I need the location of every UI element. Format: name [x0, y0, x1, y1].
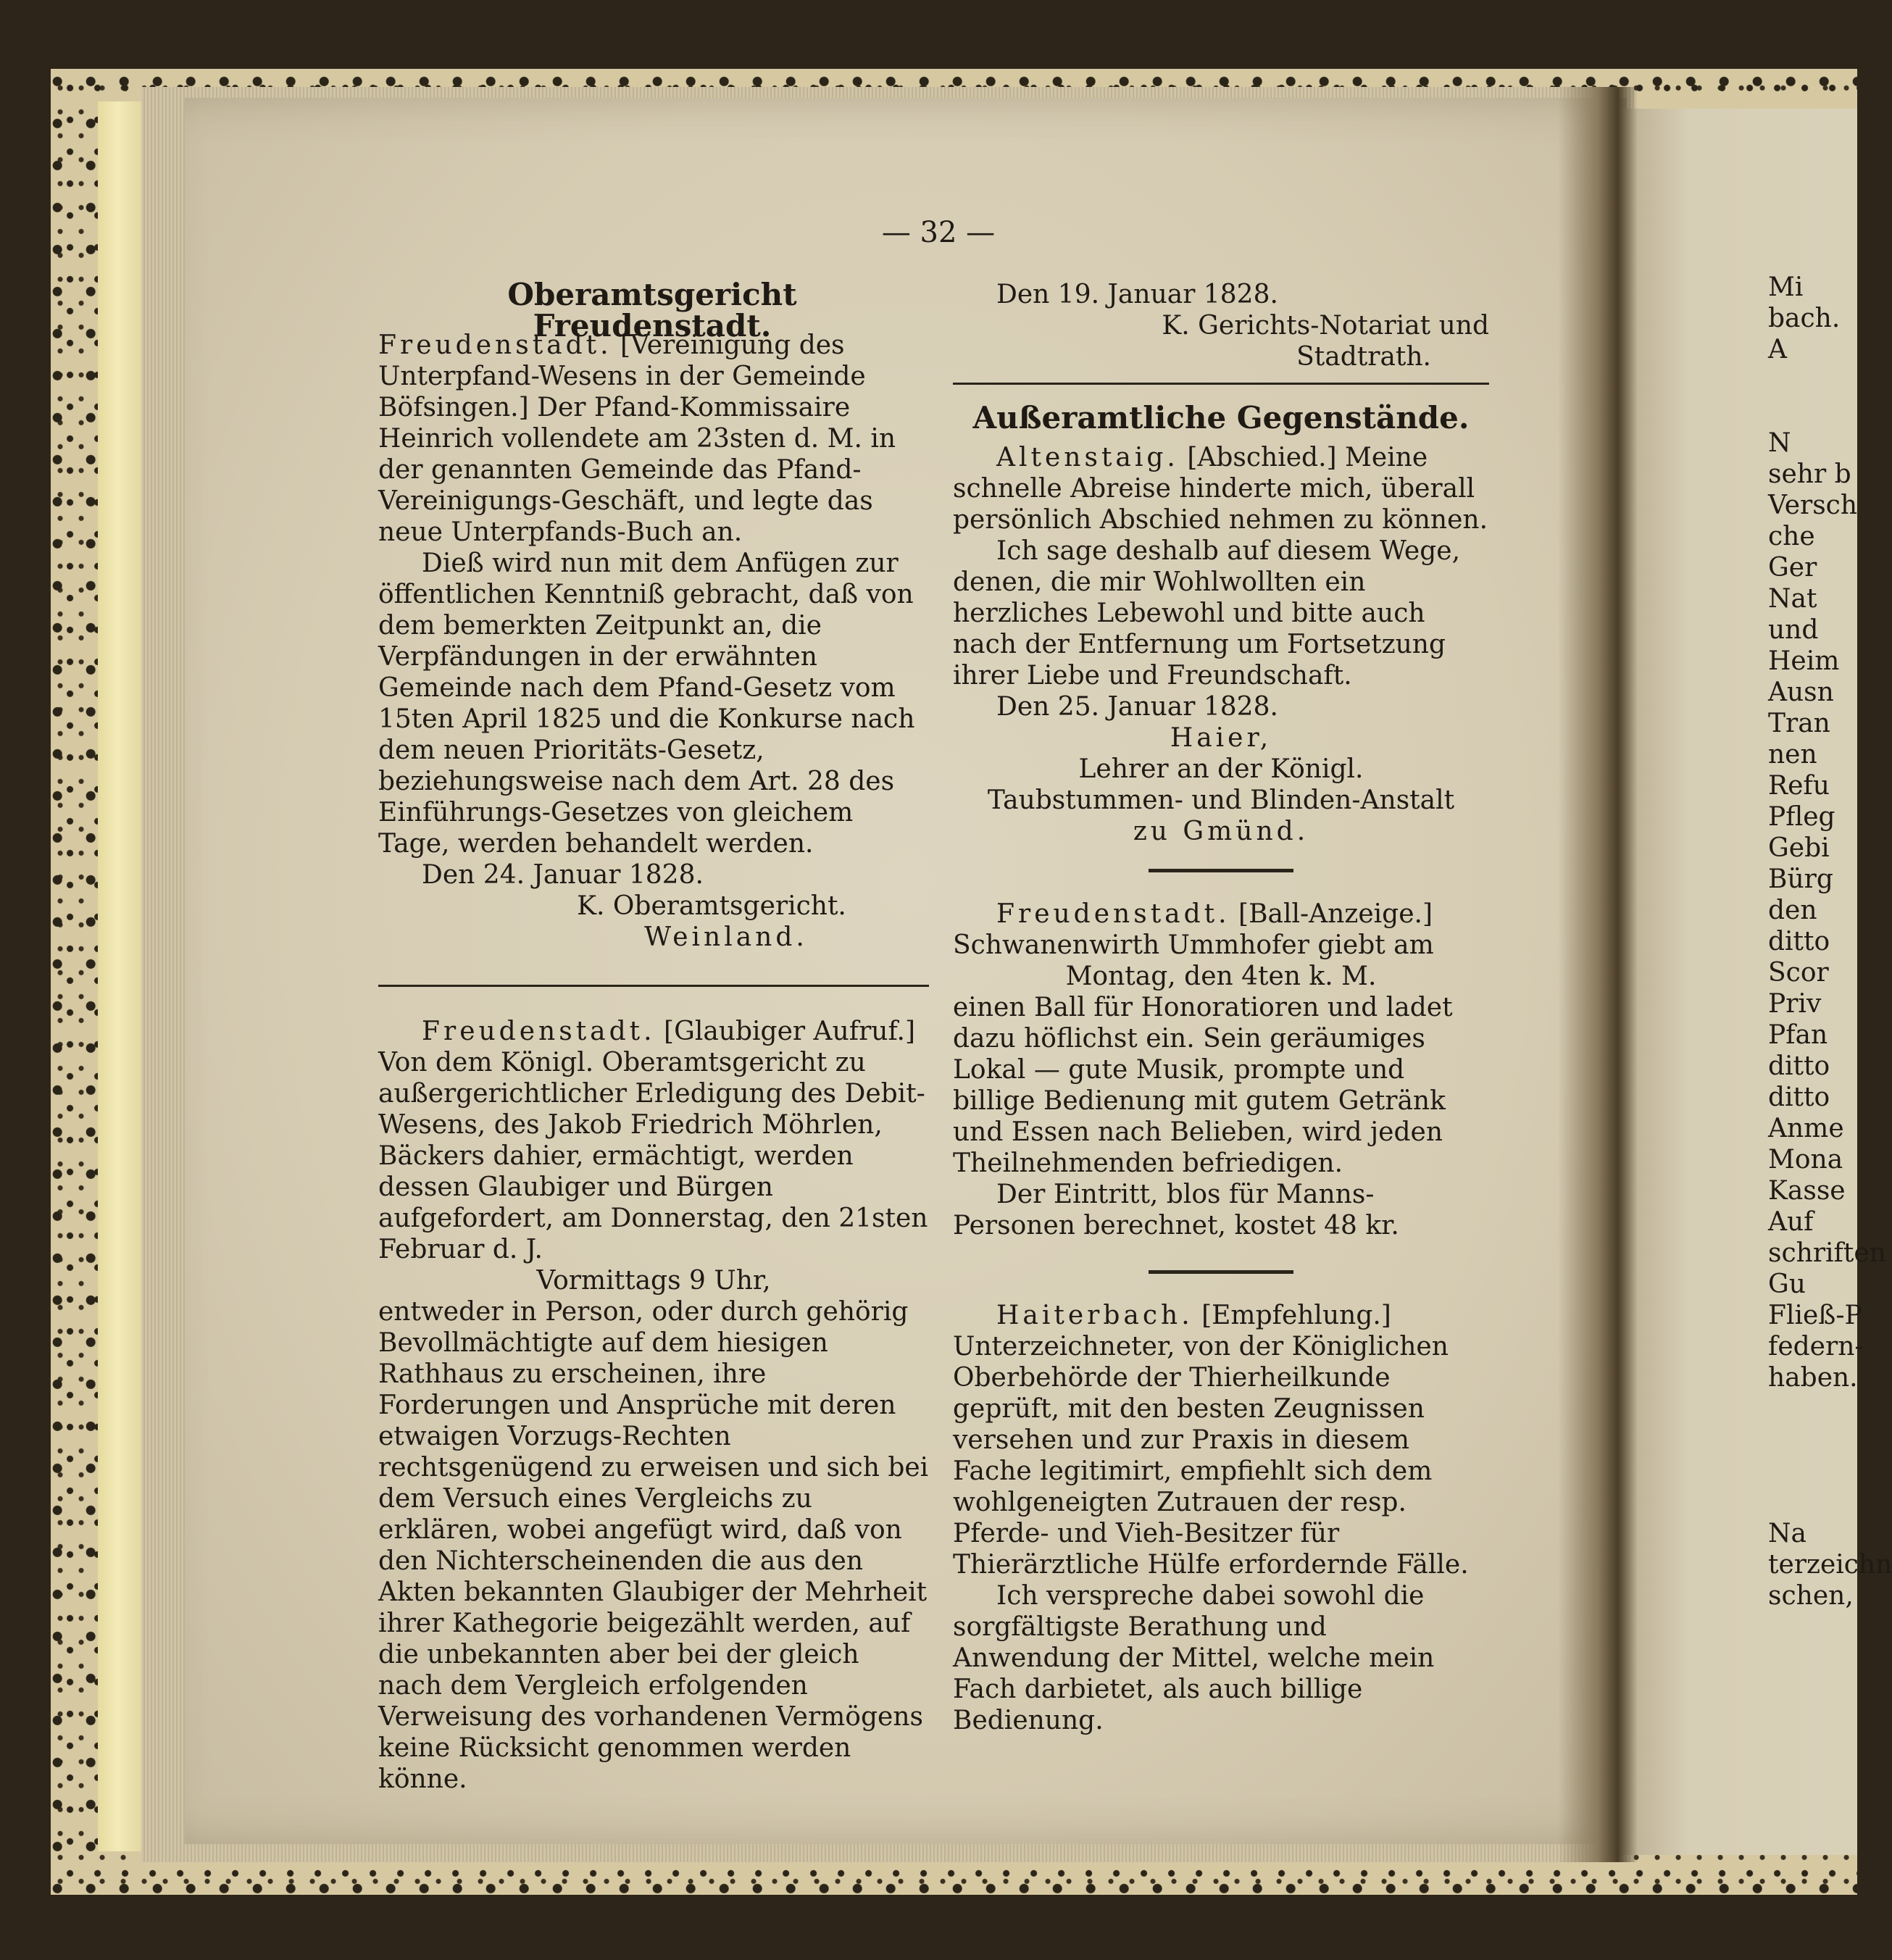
fragment-line: [1768, 1456, 1857, 1487]
notice-freudenstadt-glaubiger: [378, 1016, 929, 1265]
left-column: [378, 330, 929, 1795]
fragment-line: den: [1768, 896, 1817, 925]
notice-signature-name: Weinland.: [644, 922, 808, 952]
fragment-line: Mi: [1768, 272, 1804, 302]
fragment-line: [1768, 1393, 1857, 1425]
fragment-line: federn-: [1768, 1332, 1864, 1361]
notice-body: [Abschied.] Meine schnelle Abreise hinderte mich, überall persönlich Abschied nehmen zu können.: [953, 443, 1488, 535]
notice-paragraph: Ich verspreche dabei sowohl die sorgfältigste Berathung und Anwendung der Mittel, welche mein Fach darbietet, als auch billige Bedienung.: [953, 1581, 1435, 1735]
notice-tag: [Ball-Anzeige.]: [1238, 899, 1433, 929]
fragment-line: bach.: [1768, 304, 1841, 333]
fragment-line: Auf: [1768, 1207, 1814, 1237]
notice-paragraph: Dieß wird nun mit dem Anfügen zur öffentlichen Kenntniß gebracht, daß von dem bemerkten Zeitpunkt an, die Verpfändungen in der erwähnten Gemeinde nach dem Pfand-Gesetz vom 15ten April 1825 und die Konkurse nach dem neuen Prioritäts-Gesetz, beziehungsweise nach dem Art. 28 des Einführungs-Gesetzes von gleichem Tage, werden behandelt werden.: [378, 549, 915, 859]
fragment-line: Mona: [1768, 1145, 1843, 1175]
notice-signature: zu Gmünd.: [1133, 817, 1309, 846]
fragment-line: [1768, 365, 1857, 396]
notice-altenstaig: [953, 442, 1489, 535]
notice-haiterbach: [953, 1300, 1489, 1580]
short-divider: [1149, 1270, 1293, 1274]
notice-signature: Lehrer an der Königl.: [1078, 754, 1364, 784]
fragment-line: Priv: [1768, 989, 1822, 1019]
notice-body: [Vereinigung des Unterpfand-Wesens in der Gemeinde Böfsingen.] Der Pfand-Kommissaire Heinrich vollendete am 23sten d. M. in der genannten Gemeinde das Pfand-Vereinigungs-Geschäft, und legte das neue Unterpfands-Buch an.: [378, 330, 896, 547]
fragment-line: [1768, 1487, 1857, 1518]
fragment-line: Pfleg: [1768, 802, 1835, 832]
fragment-line: nen: [1768, 740, 1817, 770]
notice-body: einen Ball für Honoratioren und ladet dazu höflichst ein. Sein geräumiges Lokal — gute Musik, prompte und billige Bedienung mit gutem Getränk und Essen nach Belieben, wird jeden Theilnehmenden befriedigen.: [953, 993, 1453, 1178]
notice-place: Freudenstadt.: [422, 1017, 656, 1046]
fragment-line: Scor: [1768, 958, 1829, 988]
fragment-line: Bürg: [1768, 864, 1833, 894]
fragment-line: Refu: [1768, 771, 1830, 801]
fragment-line: A: [1768, 335, 1787, 364]
notice-paragraph: Ich sage deshalb auf diesem Wege, denen, die mir Wohlwollten ein herzliches Lebewohl und bitte auch nach der Entfernung um Fortsetzung ihrer Liebe und Freundschaft.: [953, 536, 1461, 691]
fragment-line: Nat: [1768, 584, 1817, 614]
fragment-line: Heim: [1768, 646, 1840, 676]
fragment-line: ditto: [1768, 1051, 1830, 1081]
notice-paragraph: Der Eintritt, blos für Manns-Personen berechnet, kostet 48 kr.: [953, 1180, 1399, 1240]
fragment-line: Na: [1768, 1519, 1806, 1548]
book-gutter: [1558, 87, 1638, 1862]
notice-freudenstadt-pfand: [378, 330, 929, 548]
fragment-line: Pfan: [1768, 1020, 1828, 1050]
fragment-line: Fließ-P: [1768, 1301, 1862, 1330]
fragment-line: Versch: [1768, 491, 1858, 520]
notice-paragraph: entweder in Person, oder durch gehörig Bevollmächtigte auf dem hiesigen Rathhaus zu erscheinen, ihre Forderungen und Ansprüche mit deren etwaigen Vorzugs-Rechten rechtsgenügend zu erweisen und sich bei dem Versuch eines Vergleichs zu erklären, wobei angefügt wird, daß von den Nichterscheinenden die aus den Akten bekannten Glaubiger der Mehrheit ihrer Kathegorie beigezählt werden, auf die unbekannten aber bei der gleich nach dem Vergleich erfolgenden Verweisung des vorhandenen Vermögens keine Rücksicht genommen werden könne.: [378, 1297, 929, 1794]
fragment-line: ditto: [1768, 927, 1830, 956]
next-page-fragments: [1768, 272, 1892, 1611]
fragment-line: Gebi: [1768, 833, 1830, 863]
column-divider: [378, 985, 929, 987]
notice-signature: Stadtrath.: [1296, 342, 1431, 372]
left-heading: Oberamtsgericht Freudenstadt.: [507, 277, 797, 343]
notice-date: Den 25. Januar 1828.: [996, 692, 1278, 722]
notice-place: Freudenstadt.: [378, 330, 612, 360]
fragment-line: und: [1768, 615, 1819, 645]
notice-signature: K. Gerichts-Notariat und: [1162, 311, 1489, 341]
notice-line: Schwanenwirth Ummhofer giebt am: [953, 930, 1434, 960]
right-column: [953, 279, 1489, 1736]
fragment-line: Gu: [1768, 1269, 1806, 1299]
fragment-line: [1768, 396, 1857, 428]
notice-line: Montag, den 4ten k. M.: [1065, 962, 1377, 991]
fragment-line: terzeichn: [1768, 1550, 1892, 1580]
fragment-line: ditto: [1768, 1083, 1830, 1112]
notice-time: Vormittags 9 Uhr,: [536, 1266, 771, 1296]
fragment-line: che: [1768, 522, 1815, 551]
short-divider: [1149, 869, 1293, 872]
fragment-line: schen,: [1768, 1581, 1854, 1611]
fragment-line: Anme: [1768, 1114, 1844, 1143]
fragment-line: schriften: [1768, 1238, 1886, 1268]
notice-signature-name: Haier,: [1170, 723, 1272, 753]
notice-body: [Empfehlung.] Unterzeichneter, von der Königlichen Oberbehörde der Thierheilkunde geprüft, mit den besten Zeugnissen versehen und zur Praxis in diesem Fache legitimirt, empfiehlt sich dem wohlgeneigten Zutrauen der resp. Pferde- und Vieh-Besitzer für Thierärztliche Hülfe erfordernde Fälle.: [953, 1301, 1469, 1580]
fragment-line: N: [1768, 428, 1791, 458]
notice-date: Den 24. Januar 1828.: [422, 860, 704, 890]
page-number: — 32 —: [881, 216, 996, 249]
notice-place: Freudenstadt.: [996, 899, 1230, 929]
notice-freudenstadt-ball: [953, 898, 1489, 930]
fragment-line: Kasse: [1768, 1176, 1846, 1206]
fragment-line: Tran: [1768, 709, 1830, 738]
fragment-line: Ger: [1768, 553, 1817, 583]
fragment-line: Ausn: [1768, 677, 1834, 707]
notice-place: Altenstaig.: [996, 443, 1179, 472]
fragment-line: haben.: [1768, 1363, 1858, 1393]
notice-signature: Taubstummen- und Blinden-Anstalt: [987, 785, 1455, 815]
fragment-line: sehr b: [1768, 459, 1851, 489]
notice-date: Den 19. Januar 1828.: [996, 280, 1278, 309]
fragment-line: [1768, 1425, 1857, 1456]
notice-place: Haiterbach.: [996, 1301, 1193, 1330]
notice-body: [Glaubiger Aufruf.] Von dem Königl. Oberamtsgericht zu außergerichtlicher Erledigung des Debit-Wesens, des Jakob Friedrich Möhrlen, Bäckers dahier, ermächtigt, werden dessen Glaubiger und Bürgen aufgefordert, am Donnerstag, den 21sten Februar d. J.: [378, 1017, 928, 1264]
right-heading: Außeramtliche Gegenstände.: [972, 400, 1470, 435]
column-divider: [953, 383, 1489, 385]
notice-signature: K. Oberamtsgericht.: [577, 891, 846, 921]
